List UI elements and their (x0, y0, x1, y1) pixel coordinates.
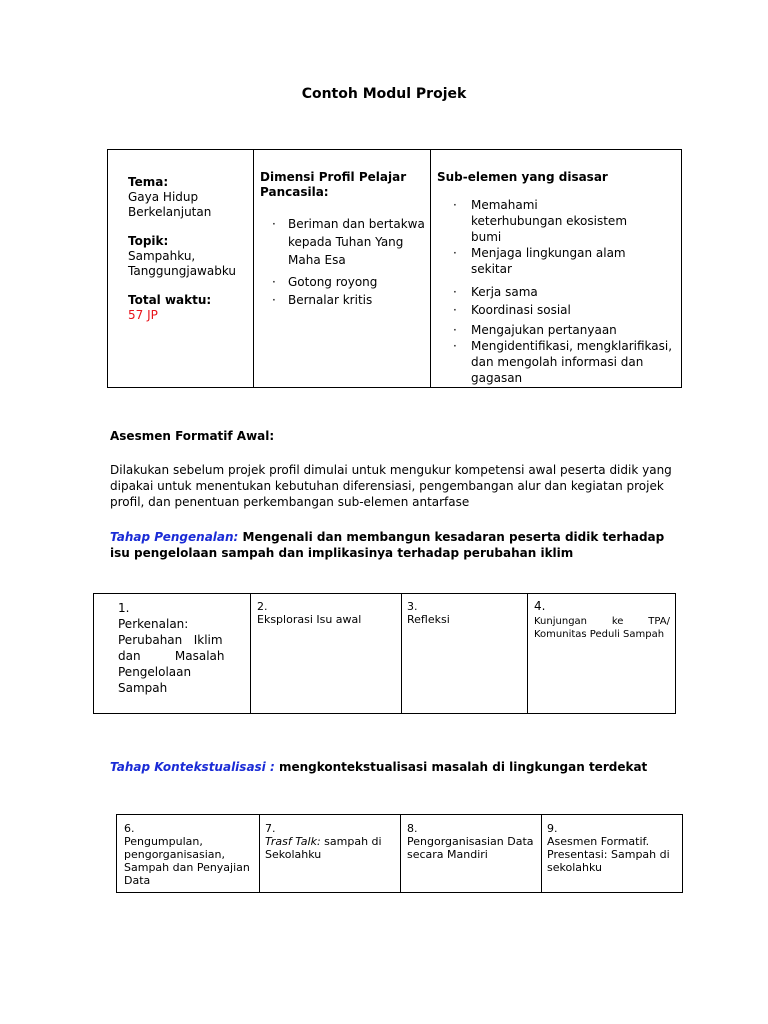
topik-label: Topik: (128, 234, 169, 248)
tahap-pengenalan-label: Tahap Pengenalan: (110, 530, 239, 544)
step-cell (257, 600, 397, 626)
subelemen-item: · Kerja sama (437, 284, 677, 300)
waktu-value: 57 JP (128, 308, 158, 322)
subelemen-heading: Sub-elemen yang disasar (437, 170, 608, 184)
tahap-kontekstualisasi-label: Tahap Kontekstualisasi : (110, 760, 275, 774)
step-cell (547, 822, 677, 874)
step-cell (407, 822, 535, 861)
step-text: Pengorganisasian Data secara Mandiri (407, 835, 534, 861)
step-text: Asesmen Formatif. Presentasi: Sampah di sekolahku (547, 835, 670, 874)
step-number: 2. (257, 600, 268, 613)
waktu-label: Total waktu: (128, 293, 212, 307)
step-text-line: Perkenalan: (118, 617, 189, 631)
step-cell (118, 600, 244, 696)
step-cell (534, 600, 670, 641)
tahap-kontekstualisasi-heading (110, 759, 680, 775)
asesmen-body: Dilakukan sebelum projek profil dimulai untuk mengukur kompetensi awal peserta didik yang dipakai untuk menentukan kebutuhan diferensiasi, pengembangan alur dan kegiatan projek profil, dan penentuan perkembangan sub-elemen antarfase (110, 463, 672, 509)
step-text: Kunjungan ke TPA/ Komunitas Peduli Sampah (534, 616, 670, 640)
subelemen-item: · Menjaga lingkungan alam sekitar (437, 245, 641, 277)
step-text-line: Perubahan Iklim (118, 633, 223, 647)
step-text: Pengumpulan, pengorganisasian, Sampah dan Penyajian Data (124, 835, 250, 887)
step-text-line: Pengelolaan (118, 665, 192, 679)
topik-value-2: Tanggungjawabku (128, 264, 237, 278)
step-cell (407, 600, 522, 626)
dimensi-column (260, 170, 426, 309)
topik-value-1: Sampahku, (128, 249, 196, 263)
step-text-line: dan Masalah (118, 649, 225, 663)
step-number: 6. (124, 822, 135, 835)
step-number: 9. (547, 822, 558, 835)
step-text-line: Sampah (118, 681, 168, 695)
step-number: 4. (534, 599, 546, 613)
tahap-kontekstualisasi-table (116, 814, 683, 893)
step-number: 3. (407, 600, 418, 613)
subelemen-item: · Mengajukan pertanyaan (437, 322, 677, 338)
step-number: 8. (407, 822, 418, 835)
step-text: Eksplorasi Isu awal (257, 613, 362, 626)
subelemen-item: · Memahami keterhubungan ekosistem bumi (437, 197, 631, 245)
step-cell (265, 822, 395, 861)
tema-value: Gaya Hidup Berkelanjutan (128, 190, 212, 219)
page-title: Contoh Modul Projek (301, 86, 467, 102)
asesmen-heading: Asesmen Formatif Awal: (110, 429, 275, 443)
info-table (107, 149, 682, 388)
step-text-italic: Trasf Talk: (265, 835, 321, 848)
tahap-kontekstualisasi-text: mengkontekstualisasi masalah di lingkungan terdekat (274, 760, 648, 774)
step-text: Refleksi (407, 613, 450, 626)
tema-label: Tema: (128, 175, 169, 189)
step-cell (124, 822, 254, 887)
tema-column (128, 175, 248, 323)
tahap-pengenalan-heading (110, 529, 680, 561)
dimensi-heading: Dimensi Profil Pelajar Pancasila: (260, 170, 407, 199)
subelemen-item: · Mengidentifikasi, mengklarifikasi, dan mengolah informasi dan gagasan (437, 338, 677, 386)
step-number: 7. (265, 822, 276, 835)
dimensi-item: · Beriman dan bertakwa kepada Tuhan Yang Maha Esa (260, 215, 426, 269)
subelemen-column (437, 170, 677, 386)
dimensi-item: · Bernalar kritis (260, 291, 426, 309)
step-number: 1. (118, 601, 130, 615)
dimensi-item: · Gotong royong (260, 273, 426, 291)
subelemen-item: · Koordinasi sosial (437, 302, 677, 318)
step-text: sampah di Sekolahku (265, 835, 382, 861)
tahap-pengenalan-text: Mengenali dan membangun kesadaran peserta didik terhadap isu pengelolaan sampah dan implikasinya terhadap perubahan iklim (110, 530, 665, 560)
tahap-pengenalan-table (93, 593, 676, 714)
